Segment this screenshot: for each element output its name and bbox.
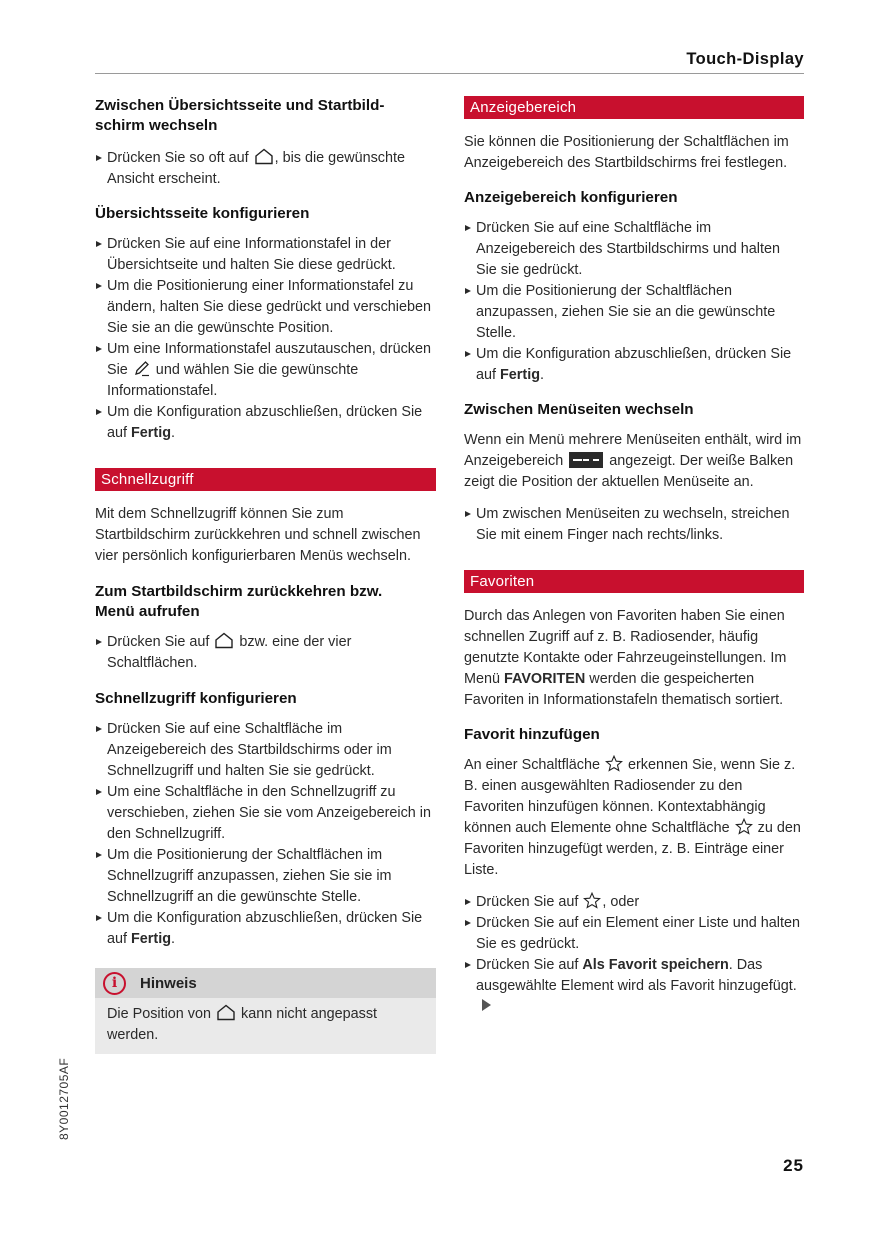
- list-item: Drücken Sie auf eine Schaltfläche im Anzeigebereich des Startbildschirms und halten Sie sie gedrückt.: [464, 218, 804, 281]
- star-icon: [605, 755, 623, 772]
- switch-overview-list: [95, 148, 436, 190]
- right-column: [464, 96, 804, 1018]
- list-item: Drücken Sie so oft auf , bis die gewünschte Ansicht erscheint.: [95, 148, 436, 190]
- list-item: Um die Konfiguration abzuschließen, drücken Sie auf Fertig.: [464, 344, 804, 386]
- star-icon: [735, 818, 753, 835]
- list-item: Um die Konfiguration abzuschließen, drücken Sie auf Fertig.: [95, 402, 436, 444]
- section-bar-schnellzugriff: Schnellzugriff: [95, 468, 436, 491]
- edit-pencil-icon: [133, 360, 151, 377]
- list-item: Um die Positionierung der Schaltflächen anzupassen, ziehen Sie sie an die gewünschte Stelle.: [464, 281, 804, 344]
- anzeigebereich-intro: Sie können die Positionierung der Schaltflächen im Anzeigebereich des Startbildschirms frei festlegen.: [464, 134, 789, 171]
- schnellzugriff-intro: Mit dem Schnellzugriff können Sie zum Startbildschirm zurückkehren und schnell zwischen vier persönlich konfigurierbaren Menüs wechseln.: [95, 506, 421, 564]
- section-title-configure-display: Anzeigebereich konfigurieren: [464, 189, 678, 206]
- star-icon: [583, 892, 601, 909]
- note-body: Die Position von kann nicht angepasst werden.: [107, 1006, 378, 1043]
- section-title-configure-overview: Übersichtsseite konfigurieren: [95, 205, 310, 222]
- configure-display-list: [464, 218, 804, 386]
- switch-menu-pages-text: Wenn ein Menü mehrere Menüseiten enthält, wird im Anzeigebereich angezeigt. Der weiße Balken zeigt die Position der aktuellen Menüseite an.: [464, 432, 802, 490]
- add-favorite-text: An einer Schaltfläche erkennen Sie, wenn Sie z. B. einen ausgewählten Radiosender zu den Favoriten hinzufügen können. Kontextabhängig können auch Elemente ohne Schaltfläche zu den Favoriten hinzugefügt werden, z. B. Einträge einer Liste.: [464, 757, 801, 878]
- list-item: Drücken Sie auf eine Schaltfläche im Anzeigebereich des Startbildschirms oder im Schnellzugriff und halten Sie sie gedrückt.: [95, 719, 436, 782]
- menu-page-indicator-icon: [569, 452, 603, 468]
- list-item: Um eine Informationstafel auszutauschen, drücken Sie und wählen Sie die gewünschte Informationstafel.: [95, 339, 436, 402]
- home-icon: [254, 148, 274, 165]
- note-box: [95, 968, 436, 1054]
- section-title-switch-menu-pages: Zwischen Menüseiten wechseln: [464, 401, 694, 418]
- document-code: 8Y0012705AF: [57, 1057, 71, 1140]
- note-title: Hinweis: [140, 974, 197, 992]
- list-item: Um eine Schaltfläche in den Schnellzugriff zu verschieben, ziehen Sie sie vom Anzeigebereich in den Schnellzugriff.: [95, 782, 436, 845]
- page-number: 25: [783, 1156, 804, 1175]
- list-item: Um zwischen Menüseiten zu wechseln, streichen Sie mit einem Finger nach rechts/links.: [464, 504, 804, 546]
- left-column: [95, 96, 436, 1054]
- configure-overview-list: [95, 234, 436, 444]
- list-item: Drücken Sie auf , oder: [464, 892, 804, 913]
- configure-quickaccess-list: [95, 719, 436, 950]
- header-title: Touch-Display: [686, 50, 804, 68]
- header-rule: [95, 73, 804, 74]
- switch-menu-pages-list: [464, 504, 804, 546]
- list-item: Drücken Sie auf eine Informationstafel in der Übersichtseite und halten Sie diese gedrückt.: [95, 234, 436, 276]
- list-item: Drücken Sie auf bzw. eine der vier Schaltflächen.: [95, 632, 436, 674]
- continue-arrow-icon: [482, 999, 491, 1011]
- section-title-return-home: Zum Startbildschirm zurückkehren bzw. Menü aufrufen: [95, 583, 383, 620]
- list-item: Drücken Sie auf ein Element einer Liste und halten Sie es gedrückt.: [464, 913, 804, 955]
- section-title-add-favorite: Favorit hinzufügen: [464, 726, 600, 743]
- note-header: [95, 968, 436, 998]
- list-item: Um die Positionierung einer Informationstafel zu ändern, halten Sie diese gedrückt und verschieben Sie sie an die gewünschte Position.: [95, 276, 436, 339]
- add-favorite-list: [464, 892, 804, 1018]
- home-icon: [216, 1004, 236, 1021]
- section-bar-favoriten: Favoriten: [464, 570, 804, 593]
- list-item: Um die Positionierung der Schaltflächen im Schnellzugriff anzupassen, ziehen Sie sie im Schnellzugriff an die gewünschte Stelle.: [95, 845, 436, 908]
- section-title-switch-overview: Zwischen Übersichtsseite und Startbild- schirm wechseln: [95, 97, 385, 134]
- section-bar-anzeigebereich: Anzeigebereich: [464, 96, 804, 119]
- list-item: Um die Konfiguration abzuschließen, drücken Sie auf Fertig.: [95, 908, 436, 950]
- list-item: Drücken Sie auf Als Favorit speichern. Das ausgewählte Element wird als Favorit hinzugefügt.: [464, 955, 804, 1018]
- info-icon: i: [103, 972, 126, 995]
- section-title-configure-quickaccess: Schnellzugriff konfigurieren: [95, 690, 297, 707]
- favoriten-intro: Durch das Anlegen von Favoriten haben Sie einen schnellen Zugriff auf z. B. Radiosender, häufig genutzte Kontakte oder Fahrzeugeinstellungen. Im Menü FAVORITEN werden die gespeicherten Favoriten in Informationstafeln thematisch sortiert.: [464, 608, 787, 708]
- home-icon: [214, 632, 234, 649]
- return-home-list: [95, 632, 436, 674]
